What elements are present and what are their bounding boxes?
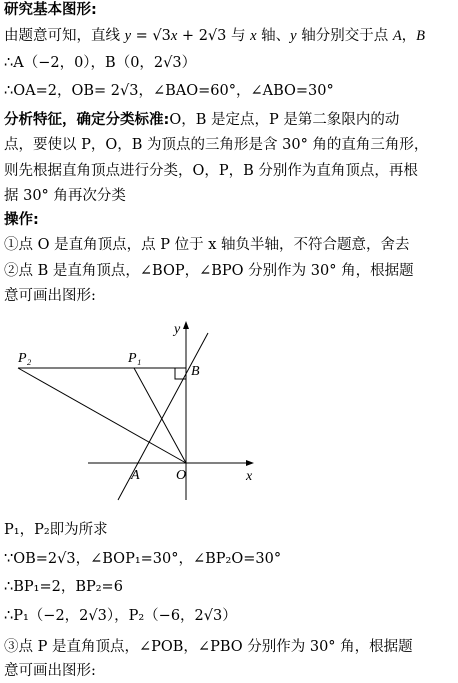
case-3-line-1: ③点 P 是直角顶点，∠POB，∠PBO 分别作为 30° 角，根据题	[4, 639, 413, 655]
result-1: P₁，P₂即为所求	[4, 522, 108, 538]
analysis-line-2: 点，要使以 P，O，B 为顶点的三角形是含 30° 角的直角三角形，	[4, 137, 429, 153]
label-p1: P₁	[128, 351, 142, 366]
intro-line-2: ∴A（−2，0），B（0，2√3）	[4, 55, 197, 71]
intro-line-3: ∴OA=2，OB= 2√3，∠BAO=60°，∠ABO=30°	[4, 83, 334, 99]
y-arrow	[183, 321, 189, 329]
result-4: ∴P₁（−2，2√3），P₂（−6，2√3）	[4, 608, 237, 624]
analysis-line-1: 分析特征，确定分类标准:O，B 是定点，P 是第二象限内的动	[4, 112, 400, 128]
label-y: y	[174, 322, 181, 337]
case-3-line-2: 意可画出图形:	[4, 663, 96, 679]
operation-label: 操作:	[4, 212, 39, 228]
case-2-line-2: 意可画出图形:	[4, 288, 96, 304]
x-arrow	[246, 460, 254, 466]
analysis-line-4: 据 30° 角再次分类	[4, 188, 126, 204]
section-title: 研究基本图形:	[4, 2, 97, 18]
label-b: B	[191, 364, 200, 379]
case-1: ①点 O 是直角顶点，点 P 位于 x 轴负半轴，不符合题意，舍去	[4, 237, 410, 253]
case-2-line-1: ②点 B 是直角顶点，∠BOP，∠BPO 分别作为 30° 角，根据题	[4, 263, 414, 279]
geometry-figure	[0, 315, 458, 515]
result-3: ∴BP₁=2，BP₂=6	[4, 579, 123, 595]
label-p2: P₂	[18, 351, 32, 366]
analysis-line-3: 则先根据直角顶点进行分类，O，P，B 分别作为直角顶点，再根	[4, 163, 418, 179]
intro-line-1: 由题意可知，直线 y = √3x + 2√3 与 x 轴、y 轴分别交于点 A，B	[4, 28, 426, 44]
analysis-label: 分析特征，确定分类标准:	[4, 112, 170, 128]
label-x: x	[246, 469, 253, 484]
line-p2-o	[18, 368, 186, 463]
label-o: O	[176, 468, 187, 483]
result-2: ∵OB=2√3，∠BOP₁=30°，∠BP₂O=30°	[4, 551, 282, 567]
label-a: A	[131, 468, 140, 483]
